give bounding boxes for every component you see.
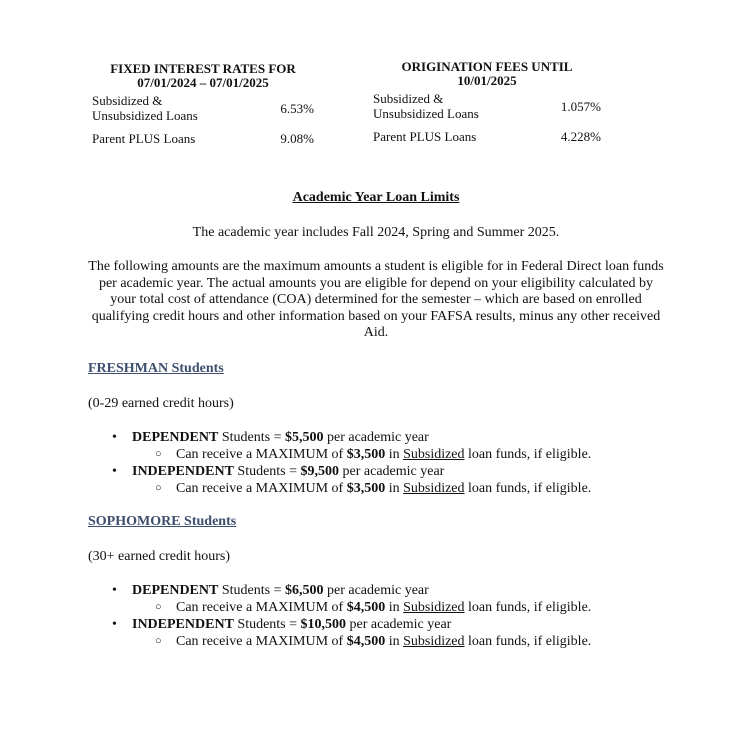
list-item: • DEPENDENT Students = $6,500 per academic year — [112, 583, 429, 598]
interest-row-parent-plus — [92, 131, 314, 146]
interest-rates-table — [92, 62, 314, 146]
subsidized-term: Subsidized — [403, 447, 465, 462]
bullet-icon: • — [112, 430, 117, 445]
fee-row-parent-plus — [373, 129, 601, 144]
loan-limit-list-sophomore — [112, 582, 591, 650]
subsidized-term: Subsidized — [403, 600, 465, 615]
page-title: Academic Year Loan Limits — [292, 190, 460, 205]
interest-row-subsidized — [92, 93, 314, 123]
interest-rates-heading: FIXED INTEREST RATES FOR 07/01/2024 – 07/01/2025 — [110, 61, 296, 90]
circle-bullet-icon: ○ — [155, 601, 162, 613]
subsidized-term: Subsidized — [403, 481, 465, 496]
circle-bullet-icon: ○ — [155, 482, 162, 494]
academic-year-intro: The academic year includes Fall 2024, Spring and Summer 2025. — [192, 225, 560, 240]
bullet-icon: • — [112, 583, 117, 598]
list-item: • INDEPENDENT Students = $10,500 per academic year — [112, 617, 452, 632]
interest-rate-value: 6.53% — [280, 100, 314, 116]
list-item: • DEPENDENT Students = $5,500 per academic year — [112, 430, 429, 445]
origination-fees-heading: ORIGINATION FEES UNTIL 10/01/2025 — [401, 59, 573, 88]
list-subitem: ○ Can receive a MAXIMUM of $3,500 in Subsidized loan funds, if eligible. — [155, 481, 592, 496]
circle-bullet-icon: ○ — [155, 448, 162, 460]
list-subitem: ○ Can receive a MAXIMUM of $3,500 in Subsidized loan funds, if eligible. — [155, 447, 592, 462]
list-item: • INDEPENDENT Students = $9,500 per academic year — [112, 464, 445, 479]
fee-row-subsidized — [373, 91, 601, 121]
section-heading-sophomore: SOPHOMORE Students — [88, 514, 237, 529]
origination-fee-value: 1.057% — [560, 98, 601, 114]
list-subitem: ○ Can receive a MAXIMUM of $4,500 in Subsidized loan funds, if eligible. — [155, 600, 592, 615]
loan-limit-list-freshman — [112, 429, 591, 497]
eligibility-paragraph: The following amounts are the maximum amounts a student is eligible for in Federal Direct loan funds per academic year. The actual amounts you are eligible for depend on your eligibility calculated by your total cost of attendance (COA) determined for the semester – which are based on enrolled qualifying credit hours and other information based on your FAFSA results, minus any other received Aid. — [88, 259, 664, 341]
section-heading-freshman: FRESHMAN Students — [88, 361, 224, 376]
loan-type-label: Subsidized & Unsubsidized Loans — [92, 93, 198, 123]
interest-rate-value: 9.08% — [280, 131, 314, 146]
bullet-icon: • — [112, 464, 117, 479]
credit-hours-freshman: (0-29 earned credit hours) — [88, 396, 234, 411]
subsidized-term: Subsidized — [403, 634, 465, 649]
credit-hours-sophomore: (30+ earned credit hours) — [88, 549, 231, 564]
bullet-icon: • — [112, 617, 117, 632]
list-subitem: ○ Can receive a MAXIMUM of $4,500 in Subsidized loan funds, if eligible. — [155, 634, 592, 649]
origination-fee-value: 4.228% — [560, 129, 601, 144]
loan-type-label: Parent PLUS Loans — [373, 129, 477, 144]
circle-bullet-icon: ○ — [155, 635, 162, 647]
loan-type-label: Subsidized & Unsubsidized Loans — [373, 91, 479, 121]
loan-type-label: Parent PLUS Loans — [92, 131, 196, 146]
origination-fees-table — [373, 60, 601, 144]
